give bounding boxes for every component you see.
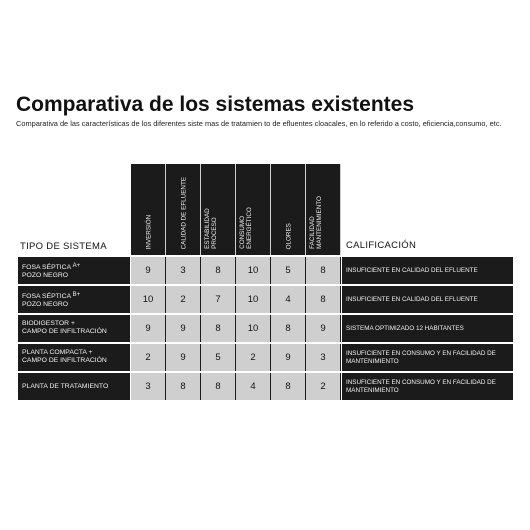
column-header-inversion: [131, 164, 166, 255]
score-cell: 9: [271, 344, 306, 371]
column-header-text: CALIDAD DE EFLUENTE: [180, 176, 188, 249]
table-row: [18, 257, 513, 284]
table-row: [18, 286, 513, 313]
score-cell: 9: [131, 315, 166, 342]
score-cell: 5: [271, 257, 306, 284]
score-cell: 8: [271, 373, 306, 400]
system-name: BIODIGESTOR + CAMPO DE INFILTRACIÓN: [18, 315, 130, 342]
score-cell: 10: [131, 286, 166, 313]
score-cell: 8: [201, 315, 236, 342]
score-cell: 8: [166, 373, 201, 400]
score-cell: 5: [201, 344, 236, 371]
score-cell: 8: [201, 257, 236, 284]
table-row: [18, 373, 513, 400]
table-row: [18, 344, 513, 371]
column-header-text: CONSUMO ENERGÉTICO: [239, 207, 254, 249]
score-cell: 2: [306, 373, 341, 400]
column-header-calidad: [166, 164, 201, 255]
score-cell: 10: [236, 286, 271, 313]
score-cell: 8: [201, 373, 236, 400]
column-header-text: INVERSIÓN: [145, 214, 153, 249]
column-header-text: OLORES: [285, 222, 293, 249]
calificacion-header: CALIFICACIÓN: [346, 240, 417, 251]
comparison-table: [18, 164, 513, 400]
score-cell: 10: [236, 257, 271, 284]
score-cell: 2: [236, 344, 271, 371]
column-header-facilidad: [306, 164, 341, 255]
column-header-estabilidad: [201, 164, 236, 255]
column-header-text: FACILIDAD MANTENIMIENTO: [309, 196, 324, 249]
calificacion-cell: INSUFICIENTE EN CONSUMO Y EN FACILIDAD DE MANTENIMIENTO: [342, 373, 513, 400]
score-cell: 3: [131, 373, 166, 400]
system-name: FOSA SÉPTICA $^{B+}$ POZO NEGRO: [18, 286, 130, 313]
score-cell: 9: [166, 315, 201, 342]
page-subtitle: Comparativa de las características de los diferentes siste mas de tratamien to de efluentes cloacales, en lo referido a costo, eficiencia,consumo, etc.: [16, 119, 502, 128]
score-cell: 9: [131, 257, 166, 284]
score-cell: 9: [166, 344, 201, 371]
score-cell: 3: [306, 344, 341, 371]
table-header: [18, 164, 513, 255]
score-cell: 4: [271, 286, 306, 313]
score-cell: 9: [306, 315, 341, 342]
calificacion-cell: INSUFICIENTE EN CALIDAD DEL EFLUENTE: [342, 257, 513, 284]
system-name: PLANTA COMPACTA + CAMPO DE INFILTRACIÓN: [18, 344, 130, 371]
score-cell: 2: [131, 344, 166, 371]
score-cell: 2: [166, 286, 201, 313]
column-header-consumo: [236, 164, 271, 255]
table-row: [18, 315, 513, 342]
score-cell: 7: [201, 286, 236, 313]
column-header-text: ESTABILIDAD PROCESO: [204, 208, 219, 249]
score-cell: 4: [236, 373, 271, 400]
column-header-olores: [271, 164, 306, 255]
score-cell: 3: [166, 257, 201, 284]
system-name: FOSA SÉPTICA $^{A+}$ POZO NEGRO: [18, 257, 130, 284]
score-cell: 8: [271, 315, 306, 342]
score-cell: 8: [306, 286, 341, 313]
page-title: Comparativa de los sistemas existentes: [16, 93, 415, 116]
score-cell: 10: [236, 315, 271, 342]
calificacion-cell: INSUFICIENTE EN CONSUMO Y EN FACILIDAD DE MANTENIMIENTO: [342, 344, 513, 371]
calificacion-cell: INSUFICIENTE EN CALIDAD DEL EFLUENTE: [342, 286, 513, 313]
system-name: PLANTA DE TRATAMIENTO: [18, 373, 130, 400]
calificacion-cell: SISTEMA OPTIMIZADO 12 HABITANTES: [342, 315, 513, 342]
score-cell: 8: [306, 257, 341, 284]
row-header-label: TIPO DE SISTEMA: [20, 241, 107, 252]
